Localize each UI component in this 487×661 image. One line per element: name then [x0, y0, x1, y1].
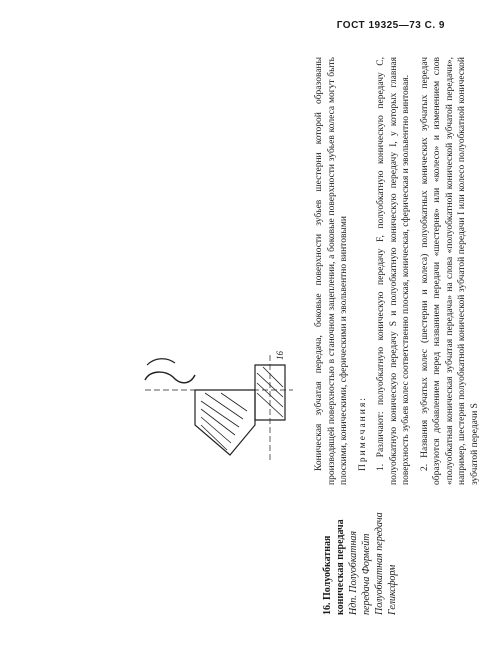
pinion-hatch [201, 393, 247, 450]
term-main: Полуобкатная коническая передача [322, 519, 346, 615]
pinion-outline [195, 390, 255, 455]
note-1: 1. Различают: полуобкатную коническую передачу F, полуобкатную коническую передачу C, полуобкатную коническую передачу S и полуобкатную коническую передачу I, у которых главная поверхность зубьев колес соответственно плоская, коническая, сферическая и эвольвентно винтовая. [376, 57, 411, 485]
tooth-profile-2 [147, 359, 175, 365]
page-header: ГОСТ 19325—73 С. 9 [336, 20, 445, 31]
notes-title: Примечания: [357, 396, 368, 471]
definition [313, 57, 487, 485]
term-synonym-2: Полуобкатная передача Геликсформ [374, 512, 398, 615]
definition-body: Коническая зубчатая передача, боковые поверхности зубьев шестерни которой образованы производящей поверхностью в станочном зацеплении, а боковые поверхности зубьев колеса могут быть плоскими, коническими, сферическими и эвольвентно винтовыми [314, 57, 349, 485]
note-2: 2. Названия зубчатых колес (шестерни и колеса) полуобкатных конических зубчатых передач образуются добавлением перед названием передачи «шестерня» или «колесо» и изменением слов «полуобкатная коническая зубчатая передача» на слова «полуобкатной конической зубчатой передачи», например, шестерня полуобкатной конической зубчатой передачи I или колесо полуобкатной конической зубчатой передачи S [419, 57, 480, 485]
term-entry [321, 495, 399, 615]
term-synonym-1: Ндп. Полуобкатная передача Формейт [348, 530, 372, 615]
figure-label: 16 [275, 351, 285, 360]
tooth-profile [145, 372, 195, 383]
rotated-content [125, 55, 480, 615]
term-number: 16. [322, 602, 333, 615]
gear-figure [135, 345, 295, 465]
